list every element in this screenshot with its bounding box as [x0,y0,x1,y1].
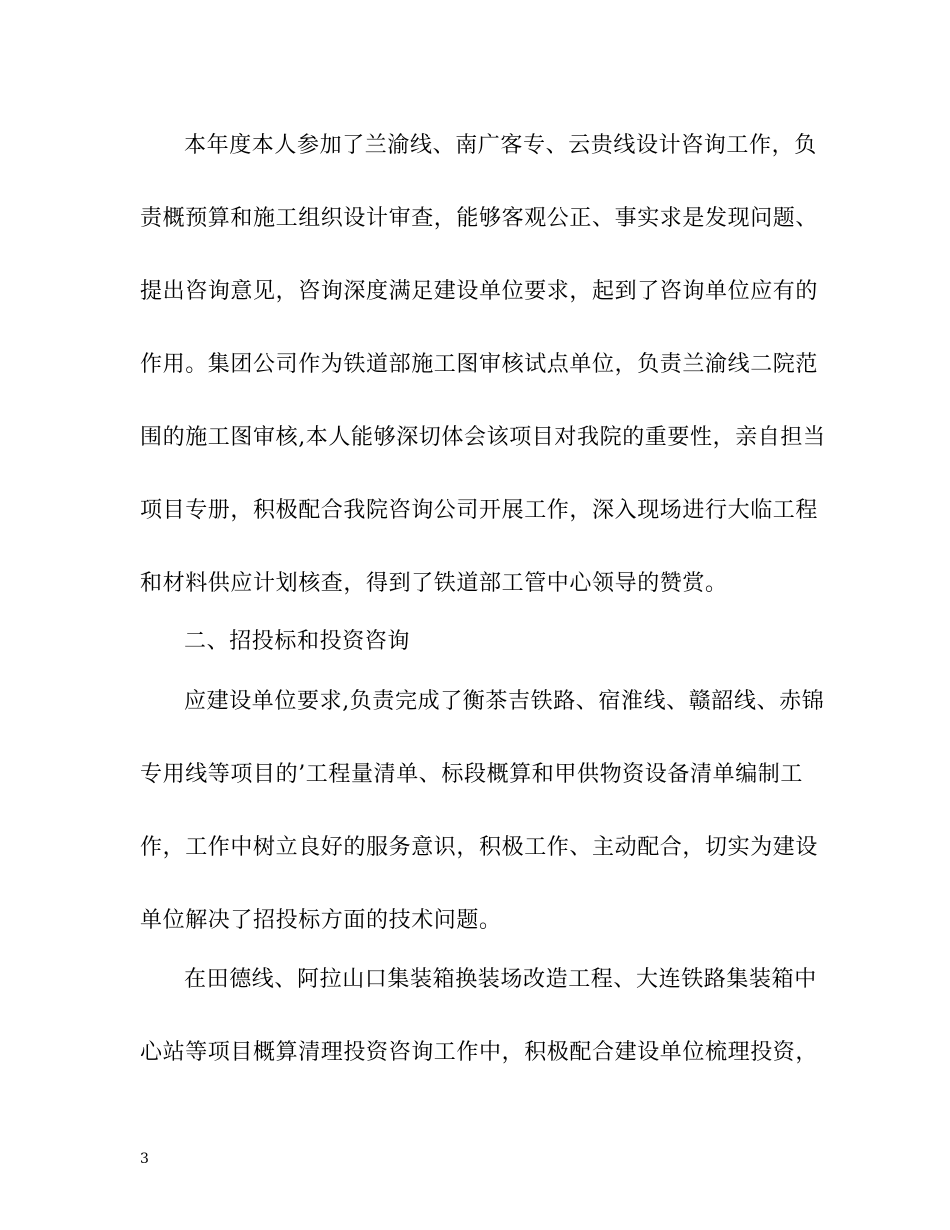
text-line-12: 单位解决了招投标方面的技术问题。 [140,908,502,933]
text-line-7: 和材料供应计划核查，得到了铁道部工管中心领导的赞赏。 [140,571,728,596]
text-line-9: 应建设单位要求,负责完成了衡茶吉铁路、宿淮线、赣韶线、赤锦 [184,689,825,714]
text-line-10: 专用线等项目的’工程量清单、标段概算和甲供物资设备清单编制工 [140,762,803,787]
text-line-11: 作，工作中树立良好的服务意识，积极工作、主动配合，切实为建设 [140,835,819,860]
text-line-3: 提出咨询意见，咨询深度满足建设单位要求，起到了咨询单位应有的 [140,279,819,304]
text-line-14: 心站等项目概算清理投资咨询工作中，积极配合建设单位梳理投资， [140,1040,819,1065]
section-heading: 二、招投标和投资咨询 [184,629,411,654]
page-number: 3 [140,1151,149,1167]
text-line-6: 项目专册，积极配合我院咨询公司开展工作，深入现场进行大临工程 [140,498,819,523]
text-line-4: 作用。集团公司作为铁道部施工图审核试点单位，负责兰渝线二院范 [140,352,819,377]
text-line-1: 本年度本人参加了兰渝线、南广客专、云贵线设计咨询工作，负 [184,133,817,158]
text-line-13: 在田德线、阿拉山口集装箱换装场改造工程、大连铁路集装箱中 [184,967,817,992]
text-line-2: 责概预算和施工组织设计审查，能够客观公正、事实求是发现问题、 [140,206,819,231]
text-line-5: 围的施工图审核,本人能够深切体会该项目对我院的重要性，亲自担当 [140,425,826,450]
